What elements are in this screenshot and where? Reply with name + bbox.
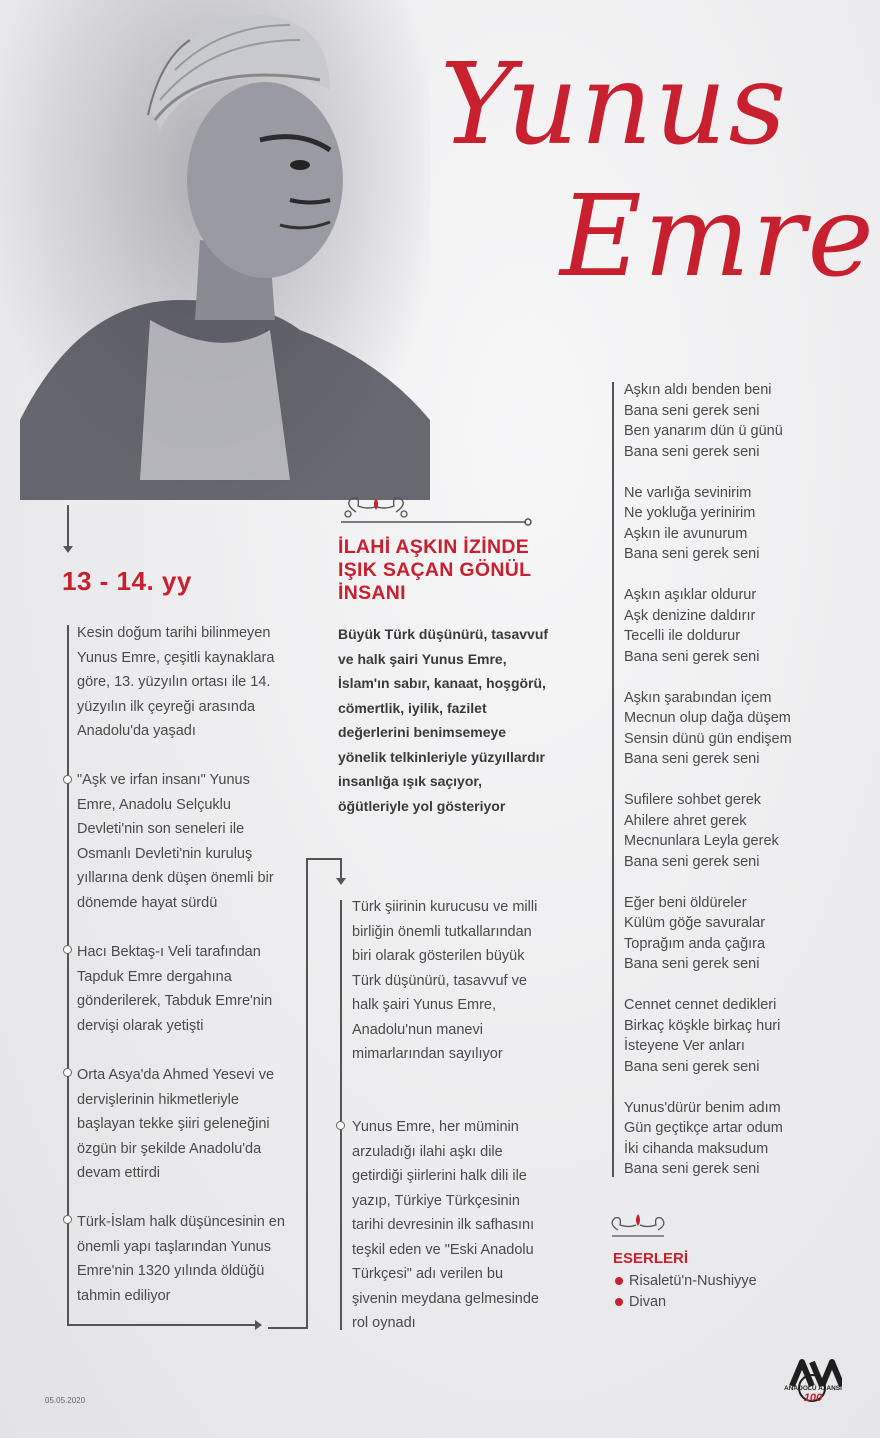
middle-item: Türk şiirinin kurucusu ve milli birliğin önemli tutkallarından biri olarak gösterilen büyük Türk düşünürü, tasavvuf ve halk şairi Yunus Emre, Anadolu'nun manevi mimarlarından sayılıyor [352, 899, 538, 1062]
poem-line-text: Sensin dünü gün endişem [624, 730, 792, 747]
poem-line-text: Bana seni gerek seni [624, 956, 760, 972]
poem-line-text: Ahilere ahret gerek [624, 812, 747, 829]
poem-line-text: Cennet cennet dedikleri [624, 997, 777, 1013]
timeline-dot [63, 1068, 72, 1077]
poem-line-text: Bana seni gerek seni [624, 751, 760, 767]
poem-stanza [624, 585, 824, 667]
timeline-item: Türk-İslam halk düşüncesinin en önemli yapı taşlarından Yunus Emre'nin 1320 yılında öldüğü tahmin ediliyor [77, 1214, 285, 1304]
poem-line-text: Mecnunlara Leyla gerek [624, 833, 779, 849]
poem-line-text: Eğer beni öldüreler [624, 894, 747, 911]
poem-line-text: Bana seni gerek seni [624, 648, 760, 665]
poem-stanza [624, 893, 824, 975]
connector-arrow-down-icon [336, 878, 346, 885]
timeline-item: Orta Asya'da Ahmed Yesevi ve dervişlerinin hikmetleriyle başlayan tekke şiiri geleneğini özgün bir şekilde Anadolu'da devam ettirdi [77, 1067, 275, 1181]
timeline-dot [63, 775, 72, 784]
poem-stanza [624, 380, 824, 462]
timeline-item: Hacı Bektaş-ı Veli tarafından Tapduk Emre dergahına gönderilerek, Tabduk Emre'nin dervişi olarak yetişti [77, 944, 273, 1034]
poem-stanza [624, 995, 824, 1077]
middle-heading: İLAHİ AŞKIN İZİNDE IŞIK SAÇAN GÖNÜL İNSANI [338, 536, 531, 604]
connector-down-line [340, 858, 342, 880]
works-list [613, 1271, 757, 1313]
poem-line-text: Ben yanarım dün ü günü [624, 423, 783, 439]
poem-stanza [624, 790, 824, 872]
poem-line-text: Külüm göğe savuralar [624, 915, 766, 931]
timeline-dot [63, 945, 72, 954]
poem-line-text: Aşkın şarabından içem [624, 689, 772, 706]
title-emre: Emre [560, 172, 876, 302]
poem-line-text: Yunus'dürür benim adım [624, 1099, 781, 1116]
poem-line-text: Aşkın aldı benden beni [624, 382, 772, 398]
connector-top-line [306, 858, 341, 860]
timeline-arrow-down-icon [63, 546, 73, 553]
works-ornament-icon [608, 1208, 668, 1238]
poem-line-text: Bana seni gerek seni [624, 402, 760, 419]
middle-intro: Büyük Türk düşünürü, tasavvuf ve halk şairi Yunus Emre, İslam'ın sabır, kanaat, hoşgörü, cömertlik, iyilik, fazilet değerlerini benimsemeye yönelik telkinleriyle yüzyıllardır insanlığa ışık saçıyor, öğütleriyle yol gösteriyor [338, 626, 549, 814]
poem-line-text: Sufilere sohbet gerek [624, 792, 762, 808]
middle-dot [336, 1121, 345, 1130]
poem-line-text: Tecelli ile doldurur [624, 628, 741, 644]
date-label: 05.05.2020 [45, 1396, 86, 1405]
poem-stanza [624, 688, 824, 770]
poem-line-text: İsteyene Ver anları [624, 1038, 745, 1054]
middle-line [340, 900, 342, 1330]
middle-item: Yunus Emre, her müminin arzuladığı ilahi aşkı dile getirdiği şiirlerini halk dili ile yazıp, Türkiye Türkçesinin tarihi devresinin ilk safhasını teşkil eden ve "Eski Anadolu Türkçesi" adı verilen bu şivenin meydana gelmesinde rol oynadı [352, 1119, 539, 1331]
ornament-divider-icon [336, 494, 536, 530]
poem-line-text: Bana seni gerek seni [624, 1058, 760, 1075]
timeline-arrow-right-icon [255, 1320, 262, 1330]
poem-line-text: Toprağım anda çağıra [624, 935, 766, 952]
poem-line-text: İki cihanda maksudum [624, 1140, 769, 1157]
poem-line [612, 382, 614, 1177]
poem-line-text: Bana seni gerek seni [624, 1161, 760, 1177]
era-label: 13 - 14. yy [62, 566, 192, 596]
works-item: Divan [613, 1292, 757, 1313]
poem-line-text: Bana seni gerek seni [624, 546, 760, 562]
poem-line-text: Mecnun olup dağa düşem [624, 710, 791, 726]
timeline-item: Kesin doğum tarihi bilinmeyen Yunus Emre, çeşitli kaynaklara göre, 13. yüzyılın ortası ile 14. yüzyılın ilk çeyreği arasında Anadolu'da yaşadı [77, 625, 275, 739]
poem-stanza [624, 483, 824, 565]
portrait-illustration [0, 0, 430, 500]
logo-text: ANADOLU AJANSI 100 [784, 1385, 842, 1404]
poem-line-text: Gün geçtikçe artar odum [624, 1120, 783, 1136]
poem-line-text: Aşk denizine daldırır [624, 607, 756, 624]
works-title: ESERLERİ [613, 1250, 689, 1267]
connector-up-line [306, 860, 308, 1328]
timeline-bottom-line [67, 1324, 257, 1326]
timeline-dot [63, 1215, 72, 1224]
connector-bottom-line [268, 1327, 308, 1329]
poem-stanza [624, 1098, 824, 1180]
poem-line-text: Bana seni gerek seni [624, 443, 760, 460]
poem-line-text: Aşkın aşıklar oldurur [624, 587, 757, 603]
title-yunus: Yunus [440, 40, 789, 170]
poem-line-text: Ne yokluğa yerinirim [624, 505, 756, 521]
timeline-top-line [67, 505, 69, 550]
poem-line-text: Ne varlığa sevinirim [624, 484, 752, 501]
poem-line-text: Birkaç köşkle birkaç huri [624, 1017, 781, 1034]
poem-line-text: Aşkın ile avunurum [624, 525, 748, 542]
poem [624, 380, 824, 1200]
poem-line-text: Bana seni gerek seni [624, 853, 760, 870]
timeline-item: "Aşk ve irfan insanı" Yunus Emre, Anadolu Selçuklu Devleti'nin son seneleri ile Osmanlı Devleti'nin kuruluş yıllarına denk düşen önemli bir dönemde hayat sürdü [77, 772, 274, 911]
works-item: Risaletü'n-Nushiyye [613, 1271, 757, 1292]
